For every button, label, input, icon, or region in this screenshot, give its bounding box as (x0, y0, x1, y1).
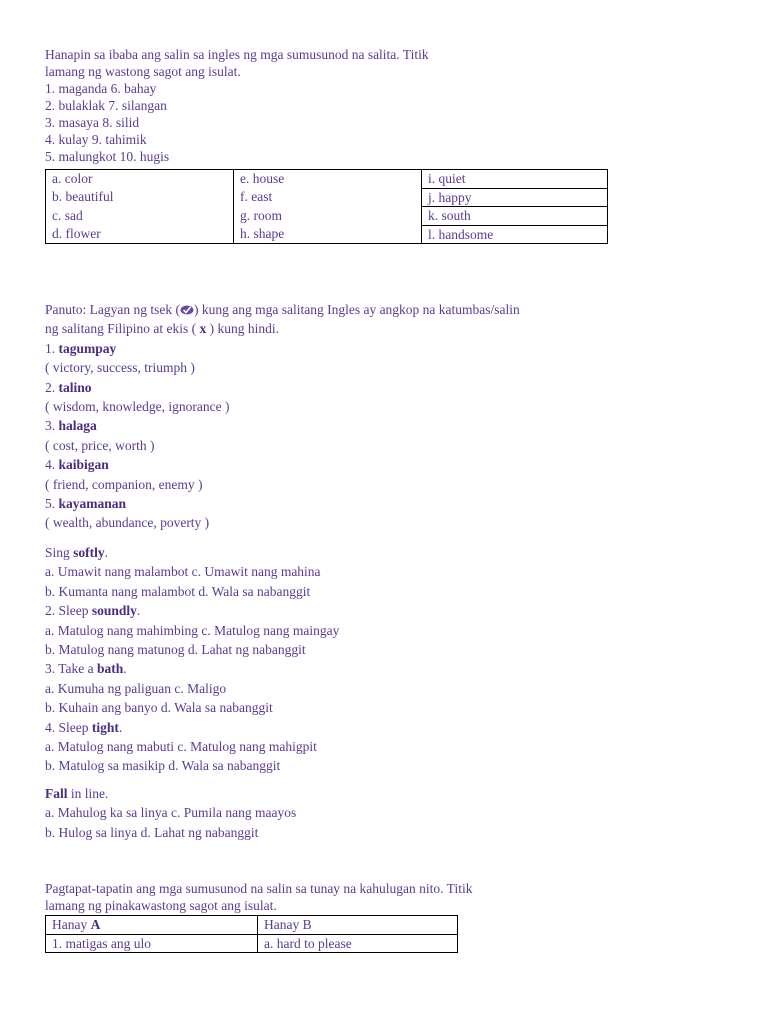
table-cell: h. shape (234, 225, 422, 244)
question-4-choices-b: b. Matulog sa masikip d. Wala sa nabanggit (45, 758, 281, 774)
question-1-choices-a: a. Umawit nang malambot c. Umawit nang mahina (45, 564, 321, 580)
table-cell: f. east (234, 188, 422, 207)
section4-instruction-line1: Pagtapat-tapatin ang mga sumusunod na salin sa tunay na kahulugan nito. Titik (45, 881, 473, 896)
table-row (46, 225, 608, 244)
table-cell: i. quiet (422, 170, 608, 189)
question-4-choices-a: a. Matulog nang mabuti c. Matulog nang mahigpit (45, 739, 317, 755)
table-cell: j. happy (422, 188, 608, 207)
table-cell: c. sad (46, 207, 234, 226)
section2-instruction-line1: Panuto: Lagyan ng tsek ( ) kung ang mga salitang Ingles ay angkop na katumbas/salin (45, 302, 520, 317)
table-header-row (46, 916, 458, 935)
column-header-b: Hanay B (258, 916, 458, 935)
column-header-a: Hanay A (46, 916, 258, 935)
question-5-choices-a: a. Mahulog ka sa linya c. Pumila nang maayos (45, 805, 297, 821)
answer-table (45, 169, 608, 244)
section4-instruction-line2: lamang ng pinakawastong sagot ang isulat. (45, 898, 277, 913)
section1-item: 3. masaya 8. silid (45, 115, 140, 130)
table-cell: l. handsome (422, 225, 608, 244)
table-cell: a. color (46, 170, 234, 189)
question-2-choices-a: a. Matulog nang mahimbing c. Matulog nang maingay (45, 622, 340, 638)
section2-item-choices: ( victory, success, triumph ) (45, 360, 195, 376)
question-3-choices-b: b. Kuhain ang banyo d. Wala sa nabanggit (45, 700, 273, 716)
table-cell: g. room (234, 207, 422, 226)
question-1: Sing softly. (45, 545, 109, 560)
x-mark: x (199, 321, 207, 337)
table-cell: b. beautiful (46, 188, 234, 207)
section2-item-choices: ( friend, companion, enemy ) (45, 476, 203, 492)
question-4: 4. Sleep tight. (45, 719, 123, 735)
section3 (45, 543, 339, 776)
matching-table (45, 915, 458, 953)
question-3-choices-a: a. Kumuha ng paliguan c. Maligo (45, 680, 227, 696)
table-cell: a. hard to please (258, 934, 458, 953)
question-5: Fall in line. (45, 786, 109, 801)
section1 (45, 46, 429, 165)
section1-instruction-line1: Hanapin sa ibaba ang salin sa ingles ng mga sumusunod na salita. Titik (45, 47, 429, 62)
table-row (46, 170, 608, 189)
table-cell: k. south (422, 207, 608, 226)
table-cell: e. house (234, 170, 422, 189)
section1-item: 1. maganda 6. bahay (45, 81, 157, 96)
section2-item-word: 3. halaga (45, 418, 97, 434)
section2-item-choices: ( wealth, abundance, poverty ) (45, 515, 210, 531)
table-cell: 1. matigas ang ulo (46, 934, 258, 953)
question-1-choices-b: b. Kumanta nang malambot d. Wala sa nabanggit (45, 583, 311, 599)
section2-item-word: 2. talino (45, 379, 92, 395)
table-row (46, 188, 608, 207)
question-2: 2. Sleep soundly. (45, 603, 141, 619)
section2-item-choices: ( cost, price, worth ) (45, 437, 155, 453)
section1-instruction-line2: lamang ng wastong sagot ang isulat. (45, 64, 241, 79)
table-row (46, 934, 458, 953)
question-2-choices-b: b. Matulog nang matunog d. Lahat ng nabanggit (45, 642, 306, 658)
section1-item: 2. bulaklak 7. silangan (45, 98, 167, 113)
section2-item-word: 1. tagumpay (45, 340, 117, 356)
table-row (46, 207, 608, 226)
section2-item-word: 5. kayamanan (45, 496, 127, 512)
section1-item: 4. kulay 9. tahimik (45, 132, 147, 147)
section4 (45, 880, 472, 914)
question-5-choices-b: b. Hulog sa linya d. Lahat ng nabanggit (45, 824, 259, 840)
check-mark-icon (180, 301, 194, 312)
question-3: 3. Take a bath. (45, 661, 127, 677)
section2 (45, 300, 520, 533)
section1-item: 5. malungkot 10. hugis (45, 149, 170, 164)
section2-item-choices: ( wisdom, knowledge, ignorance ) (45, 399, 230, 415)
section3-question-5 (45, 784, 296, 842)
table-cell: d. flower (46, 225, 234, 244)
section2-instruction-line2: ng salitang Filipino at ekis ( x ) kung hindi. (45, 321, 279, 337)
section2-item-word: 4. kaibigan (45, 457, 109, 473)
